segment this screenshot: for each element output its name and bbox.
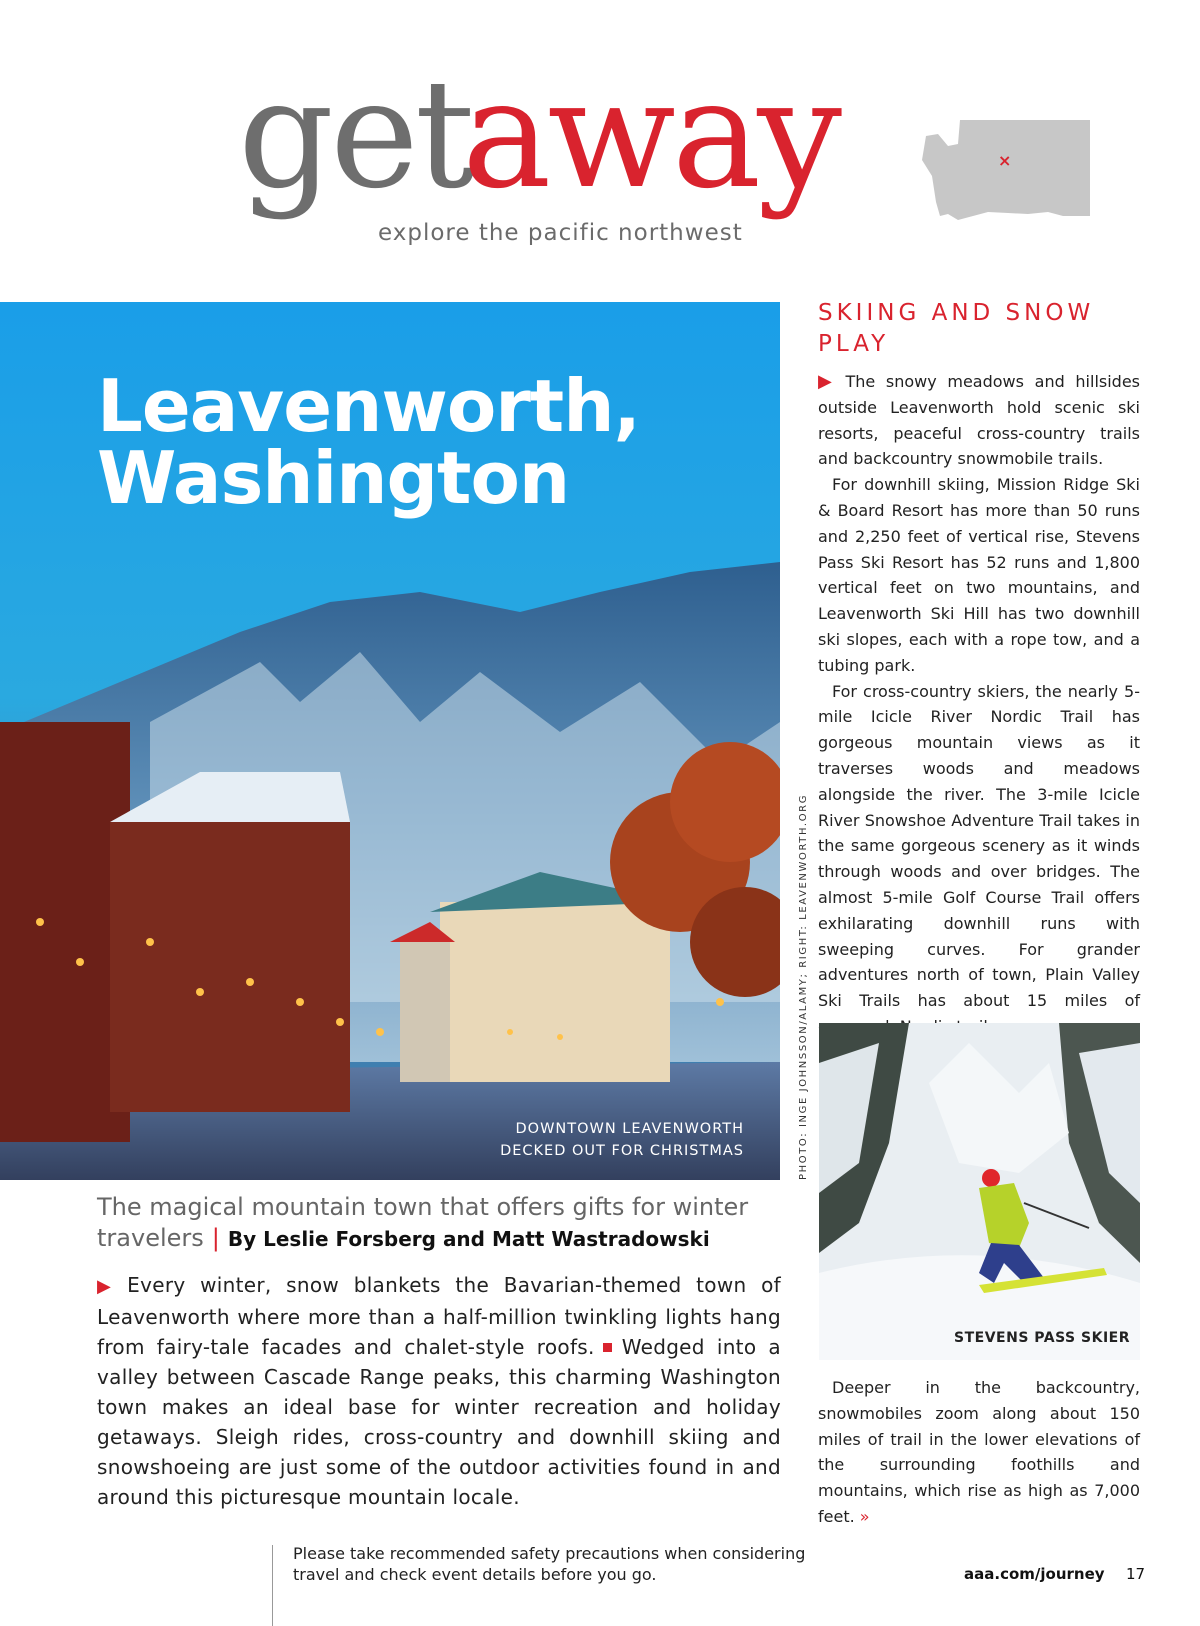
section-heading: SKIING AND SNOW PLAY [818, 300, 1095, 357]
tagline: explore the pacific northwest [378, 220, 743, 246]
washington-map-icon [918, 116, 1093, 234]
page-title [97, 364, 737, 520]
intro-part-1: Every winter, snow blankets the Bavarian-themed town of Leavenworth where more than a half-million twinkling lights hang from fairy-tale facades and chalet-style roofs. [97, 1273, 781, 1359]
triangle-marker-icon: ▶ [97, 1276, 120, 1297]
location-marker-icon: × [998, 151, 1012, 170]
title-line-2: Washington [97, 436, 570, 520]
sidebar-paragraph [818, 369, 1140, 472]
sidebar-paragraph: For downhill skiing, Mission Ridge Ski & Board Resort has more than 50 runs and 2,250 feet of vertical rise, Stevens Pass Ski Resort has 52 runs and 1,800 vertical feet on two mountains, and Leavenworth Ski Hill has two downhill ski slopes, each with a rope tow, and a tubing park. [818, 475, 1140, 675]
footer-url[interactable]: aaa.com/journey [964, 1565, 1105, 1583]
sidebar-paragraph-1-text: The snowy meadows and hillsides outside Leavenworth hold scenic ski resorts, peaceful cross-country trails and backcountry snowmobile trails. [818, 372, 1141, 469]
footer-note: Please take recommended safety precautions when considering travel and check event details before you go. [293, 1544, 806, 1584]
intro-part-2: Wedged into a valley between Cascade Range peaks, this charming Washington town makes an ideal base for winter recreation and holiday getaways. Sleigh rides, cross-country and downhill skiing and snowshoeing are just some of the outdoor activities found in and around this picturesque mountain locale. [97, 1335, 781, 1509]
footer-divider [272, 1545, 273, 1626]
title-line-1: Leavenworth, [97, 364, 640, 448]
continue-arrow-icon: » [859, 1506, 870, 1526]
sidebar-body-continued [818, 1375, 1140, 1530]
logo-away: away [462, 48, 838, 222]
deck-text: The magical mountain town that offers gifts for winter travelers [97, 1193, 749, 1252]
logo-get: get [238, 48, 472, 222]
sidebar-paragraph: For cross-country skiers, the nearly 5-mile Icicle River Nordic Trail has gorgeous mountain views as it traverses woods and meadows alongside the river. The 3-mile Icicle River Snowshoe Adventure Trail takes in the same gorgeous scenery as it winds through woods and over bridges. The almost 5-mile Golf Course Trail offers exhilarating downhill runs with sweeping curves. For grander adventures north of town, Plain Valley Ski Trails has about 15 miles of [818, 681, 1140, 1011]
sidebar-paragraph [818, 1375, 1140, 1530]
hero-caption-line-2: DECKED OUT FOR CHRISTMAS [500, 1143, 744, 1159]
hero-caption [470, 1118, 744, 1162]
page-number: 17 [1126, 1565, 1146, 1583]
square-bullet-icon [603, 1343, 612, 1352]
deck-divider: | [211, 1224, 220, 1252]
skier-caption: STEVENS PASS SKIER [954, 1330, 1130, 1346]
sidebar-body [818, 369, 1140, 1040]
byline: By Leslie Forsberg and Matt Wastradowski [227, 1227, 710, 1251]
skier-photo [819, 1023, 1140, 1360]
hero-caption-line-1: DOWNTOWN LEAVENWORTH [515, 1121, 744, 1137]
triangle-marker-icon: ▶ [818, 371, 838, 392]
intro-paragraph [97, 1270, 781, 1512]
sidebar-paragraph-4-text: Deeper in the backcountry, snowmobiles zoom along about 150 miles of trail in the lower elevations of the surrounding foothills and mountains, which rise as high as 7,000 feet. [818, 1378, 1140, 1526]
photo-credit: PHOTO: INGE JOHNSSON/ALAMY; RIGHT: LEAVENWORTH.ORG [798, 793, 809, 1180]
deck [97, 1192, 797, 1255]
